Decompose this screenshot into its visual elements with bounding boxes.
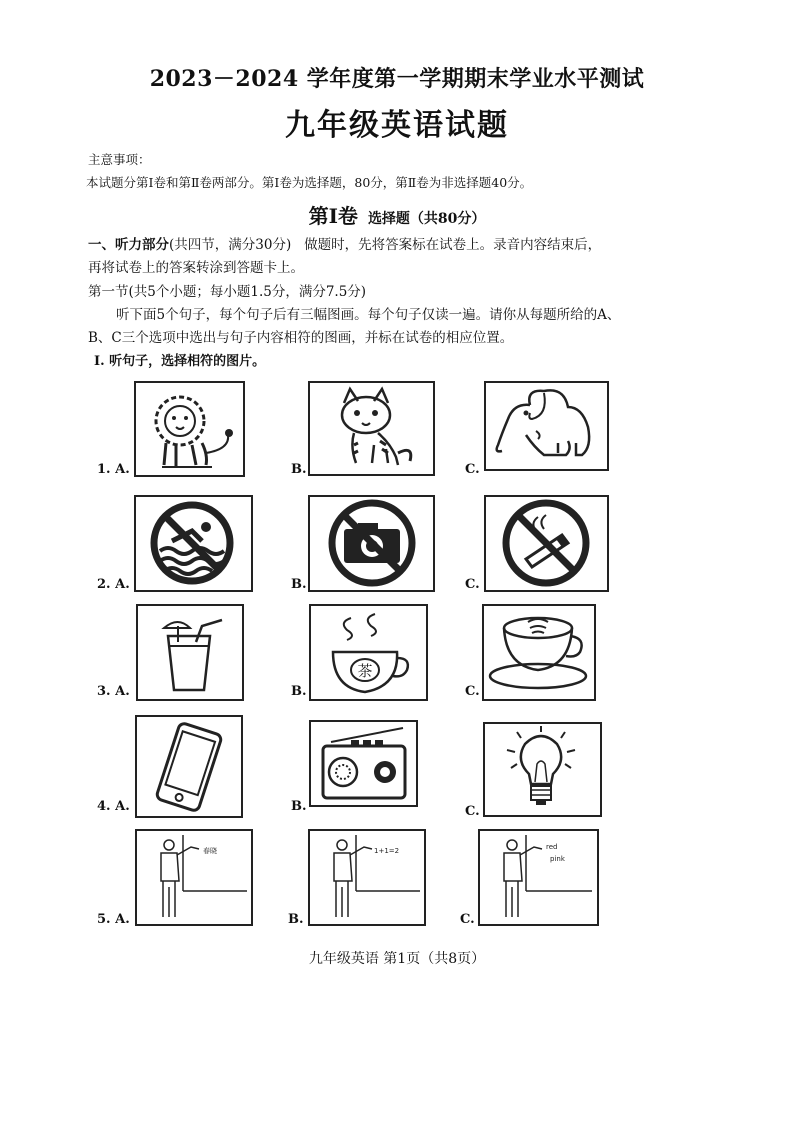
question-1-b-label: B.: [291, 462, 307, 477]
teacher-board-icon: [137, 831, 251, 924]
question-4-label: 4. A.: [97, 799, 130, 814]
question-1-label: 1. A.: [97, 462, 130, 477]
option-3a-picture[interactable]: [136, 604, 244, 701]
elephant-icon: [486, 383, 607, 469]
part1-desc-b: B、C三个选项中选出与句子内容相符的图画，并标在试卷的相应位置。: [88, 330, 514, 346]
option-5a-picture[interactable]: [135, 829, 253, 926]
no-smoking-icon: [486, 497, 607, 590]
phone-icon: [137, 717, 241, 816]
coffee-cup-icon: [484, 606, 594, 699]
option-4c-picture[interactable]: [483, 722, 602, 817]
part1-heading: 一、听力部分: [88, 237, 169, 253]
board-text-c1: red: [546, 843, 558, 851]
page-footer: 九年级英语 第1页（共8页）: [308, 951, 486, 967]
option-4a-picture[interactable]: [135, 715, 243, 818]
question-2-b-label: B.: [291, 577, 307, 592]
option-3c-picture[interactable]: [482, 604, 596, 701]
option-3b-picture[interactable]: [309, 604, 428, 701]
teacher-board-icon: [310, 831, 424, 924]
option-5c-picture[interactable]: [478, 829, 599, 926]
option-1c-picture[interactable]: [484, 381, 609, 471]
part1-line1: [88, 233, 601, 253]
tiger-icon: [310, 383, 433, 474]
question-1-c-label: C.: [465, 462, 480, 477]
question-5-b-label: B.: [288, 912, 304, 927]
question-3-b-label: B.: [291, 684, 307, 699]
tea-cup-icon: [311, 606, 426, 699]
board-text-c2: pink: [550, 855, 565, 863]
light-bulb-icon: [485, 724, 600, 815]
teacher-board-icon: [480, 831, 597, 924]
question-2-c-label: C.: [465, 577, 480, 592]
no-camera-icon: [310, 497, 433, 590]
part1-task: Ⅰ. 听句子，选择相符的图片。: [94, 354, 266, 369]
notes-text: 本试题分第Ⅰ卷和第Ⅱ卷两部分。第Ⅰ卷为选择题，80分，第Ⅱ卷为非选择题40分。: [86, 175, 533, 190]
radio-icon: [311, 722, 416, 805]
question-5-label: 5. A.: [97, 912, 130, 927]
question-3-c-label: C.: [465, 684, 480, 699]
option-2b-picture[interactable]: [308, 495, 435, 592]
option-1b-picture[interactable]: [308, 381, 435, 476]
tea-character: 茶: [357, 662, 373, 680]
option-2c-picture[interactable]: [484, 495, 609, 592]
question-2-label: 2. A.: [97, 577, 130, 592]
section-heading: [0, 200, 794, 229]
part1-heading-detail: (共四节，满分30分): [169, 237, 292, 253]
juice-glass-icon: [138, 606, 242, 699]
board-text-a: 春晓: [203, 847, 217, 855]
no-swimming-icon: [136, 497, 251, 590]
option-5b-picture[interactable]: [308, 829, 426, 926]
question-4-b-label: B.: [291, 799, 307, 814]
part1-desc-a: 听下面5个句子，每个句子后有三幅图画。每个句子仅读一遍。请你从每题所给的A、: [116, 307, 621, 323]
exam-title: 2023－2024 学年度第一学期期末学业水平测试: [149, 66, 645, 92]
question-3-label: 3. A.: [97, 684, 130, 699]
part1-instruction-b: 再将试卷上的答案转涂到答题卡上。: [88, 260, 304, 276]
lion-icon: [136, 383, 243, 475]
question-5-c-label: C.: [460, 912, 475, 927]
part1-instruction-a: 做题时，先将答案标在试卷上。录音内容结束后，: [304, 237, 602, 253]
option-2a-picture[interactable]: [134, 495, 253, 592]
section-subtitle: 选择题（共80分）: [367, 211, 486, 227]
exam-subtitle: 九年级英语试题: [285, 108, 509, 143]
question-4-c-label: C.: [465, 804, 480, 819]
part1-sub1: 第一节(共5个小题；每小题1.5分，满分7.5分): [88, 284, 367, 300]
section-title: 第Ⅰ卷: [308, 204, 358, 228]
notes-heading: 主意事项：: [88, 152, 151, 167]
board-text-b: 1+1=2: [374, 847, 400, 855]
option-1a-picture[interactable]: [134, 381, 245, 477]
option-4b-picture[interactable]: [309, 720, 418, 807]
